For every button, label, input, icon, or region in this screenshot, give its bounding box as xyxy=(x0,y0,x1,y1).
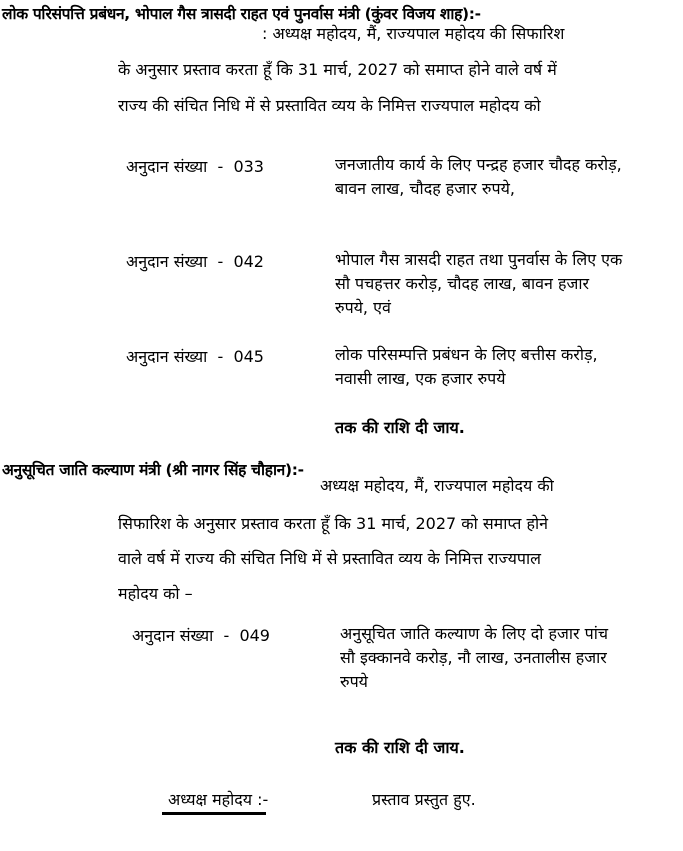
paragraph-line: राज्य की संचित निधि में से प्रस्तावित व्यय के निमित्त राज्यपाल महोदय को xyxy=(118,96,541,115)
grant-label: अनुदान संख्या - 049 xyxy=(132,626,270,645)
grant-number: 045 xyxy=(233,347,264,366)
paragraph-line: सिफारिश के अनुसार प्रस्ताव करता हूँ कि 31 मार्च, 2027 को समाप्त होने xyxy=(118,514,549,533)
grant-label: अनुदान संख्या - 045 xyxy=(126,347,264,366)
grant-number: 033 xyxy=(233,157,264,176)
grant-description: अनुसूचित जाति कल्याण के लिए दो हजार पांच सौ इक्कानवे करोड़, नौ लाख, उनतालीस हजार रुपये xyxy=(340,624,609,691)
grant-description: लोक परिसम्पत्ति प्रबंधन के लिए बत्तीस करोड़, नवासी लाख, एक हजार रुपये xyxy=(335,345,598,388)
grant-description: जनजातीय कार्य के लिए पन्द्रह हजार चौदह करोड़, बावन लाख, चौदह हजार रुपये, xyxy=(335,155,622,198)
footer-speaker: अध्यक्ष महोदय :- xyxy=(168,790,269,809)
paragraph-line: : अध्यक्ष महोदय, मैं, राज्यपाल महोदय की सिफारिश xyxy=(262,24,565,43)
paragraph-line: अध्यक्ष महोदय, मैं, राज्यपाल महोदय की xyxy=(320,476,554,495)
speaker-underline xyxy=(162,812,266,815)
grant-description: भोपाल गैस त्रासदी राहत तथा पुनर्वास के लिए एक सौ पचहत्तर करोड़, चौदह लाख, बावन हजार रुपये, एवं xyxy=(335,250,623,317)
paragraph-line: वाले वर्ष में राज्य की संचित निधि में से प्रस्तावित व्यय के निमित्त राज्यपाल xyxy=(118,549,541,568)
closing-line-1: तक की राशि दी जाय. xyxy=(335,418,465,437)
grant-number: 042 xyxy=(233,252,264,271)
grant-number: 049 xyxy=(239,626,270,645)
grant-label: अनुदान संख्या - 033 xyxy=(126,157,264,176)
speaker-heading-2: अनुसूचित जाति कल्याण मंत्री (श्री नागर सिंह चौहान):- xyxy=(2,461,304,479)
grant-label: अनुदान संख्या - 042 xyxy=(126,252,264,271)
closing-line-2: तक की राशि दी जाय. xyxy=(335,738,465,757)
paragraph-line: के अनुसार प्रस्ताव करता हूँ कि 31 मार्च, 2027 को समाप्त होने वाले वर्ष में xyxy=(118,60,557,79)
speaker-heading-1: लोक परिसंपत्ति प्रबंधन, भोपाल गैस त्रासदी राहत एवं पुनर्वास मंत्री (कुंवर विजय शाह):- xyxy=(2,5,481,23)
footer-text: प्रस्ताव प्रस्तुत हुए. xyxy=(372,790,476,809)
paragraph-line: महोदय को – xyxy=(118,584,193,603)
